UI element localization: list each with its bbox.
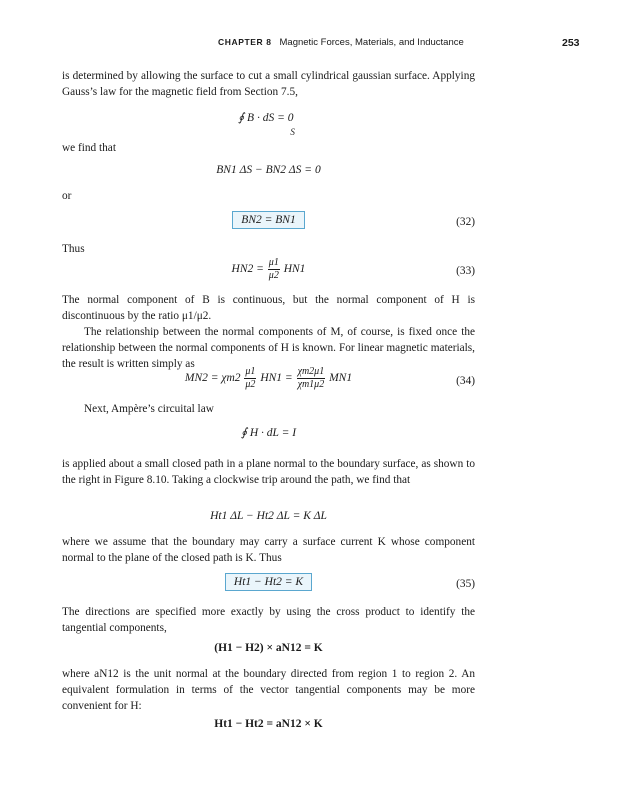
chapter-heading: [218, 37, 464, 48]
equation-number-33: (33): [456, 265, 475, 277]
equation-number-34: (34): [456, 375, 475, 387]
fraction-mu-ratio-34: [244, 366, 256, 391]
paragraph-thus-1: Thus: [62, 243, 85, 255]
boxed-equation-32: [232, 211, 304, 229]
paragraph-or: or: [62, 190, 72, 202]
page-number: 253: [562, 37, 580, 49]
fraction-mu-ratio: [268, 257, 280, 282]
equation-vector-tangential-text: Ht1 − Ht2 = aN12 × K: [214, 718, 323, 730]
equation-number-35: (35): [456, 578, 475, 590]
paragraph-ampere: Next, Ampère’s circuital law: [84, 403, 214, 415]
equation-cross-product-text: (H1 − H2) × aN12 = K: [214, 642, 323, 654]
fraction-denominator: μ2: [268, 270, 279, 281]
equation-tangential-h-text: Ht1 ΔL − Ht2 ΔL = K ΔL: [210, 510, 327, 522]
equation-33-lhs: HN2 =: [231, 263, 264, 276]
fraction-denominator: μ2: [245, 379, 256, 390]
equation-ampere-text: ∮ H · dL = I: [240, 427, 297, 439]
paragraph-normal-component: The normal component of B is continuous, but the normal component of H is discontinuous by the ratio μ1/μ2.: [62, 294, 475, 322]
equation-35: [62, 573, 475, 591]
equation-cross-product: [62, 642, 475, 654]
paragraph-applied: is applied about a small closed path in a plane normal to the boundary surface, as shown to the right in Figure 8.10. Taking a clockwise trip around the path, we find that: [62, 458, 475, 486]
paragraph-we-find-that: we find that: [62, 142, 116, 154]
surface-subscript: S: [290, 127, 295, 137]
paragraph-directions: The directions are specified more exactly by using the cross product to identify the tangential components,: [62, 606, 475, 634]
paragraph-where-surface-current: where we assume that the boundary may carry a surface current K whose component normal to the plane of the closed path is K. Thus: [62, 536, 475, 564]
chapter-title: Magnetic Forces, Materials, and Inductance: [279, 37, 464, 48]
equation-34: [62, 366, 475, 391]
equation-gauss-law: [62, 110, 475, 137]
equation-32-text: BN2 = BN1: [241, 214, 296, 226]
equation-normal-b: [62, 164, 475, 176]
fraction-numerator: μ1: [268, 257, 279, 268]
fraction-denominator: χm1μ2: [297, 379, 325, 390]
equation-33-rhs: HN1: [283, 263, 306, 276]
equation-normal-b-text: BN1 ΔS − BN2 ΔS = 0: [216, 164, 321, 176]
fraction-numerator: χm2μ1: [297, 366, 325, 377]
equation-34-rhs: MN1: [329, 372, 353, 385]
paragraph-gauss-intro: is determined by allowing the surface to cut a small cylindrical gaussian surface. Applying Gauss’s law for the magnetic field from Section 7.5,: [62, 70, 475, 98]
chapter-label: CHAPTER 8: [218, 37, 272, 47]
paragraph-relationship: The relationship between the normal components of M, of course, is fixed once the relationship between the normal components of H is known. For linear magnetic materials, the result is written simply as: [62, 326, 475, 370]
equation-vector-tangential: [62, 718, 475, 730]
equation-33: [62, 257, 475, 282]
equation-34-mid: HN1 =: [260, 372, 293, 385]
equation-tangential-h: [62, 510, 475, 522]
fraction-numerator: μ1: [245, 366, 256, 377]
boxed-equation-35: [225, 573, 312, 591]
equation-32: [62, 211, 475, 229]
equation-ampere-law: [62, 425, 475, 439]
equation-number-32: (32): [456, 216, 475, 228]
fraction-chi-mu-ratio: [297, 366, 326, 391]
running-header: [0, 37, 627, 51]
paragraph-unit-normal: where aN12 is the unit normal at the boundary directed from region 1 to region 2. An equivalent formulation in terms of the vector tangential components may be more convenient for H:: [62, 668, 475, 712]
equation-35-text: Ht1 − Ht2 = K: [233, 576, 304, 588]
equation-gauss-text: ∮ B · dS = 0: [238, 112, 294, 124]
equation-34-lhs: MN2 = χm2: [184, 372, 241, 385]
